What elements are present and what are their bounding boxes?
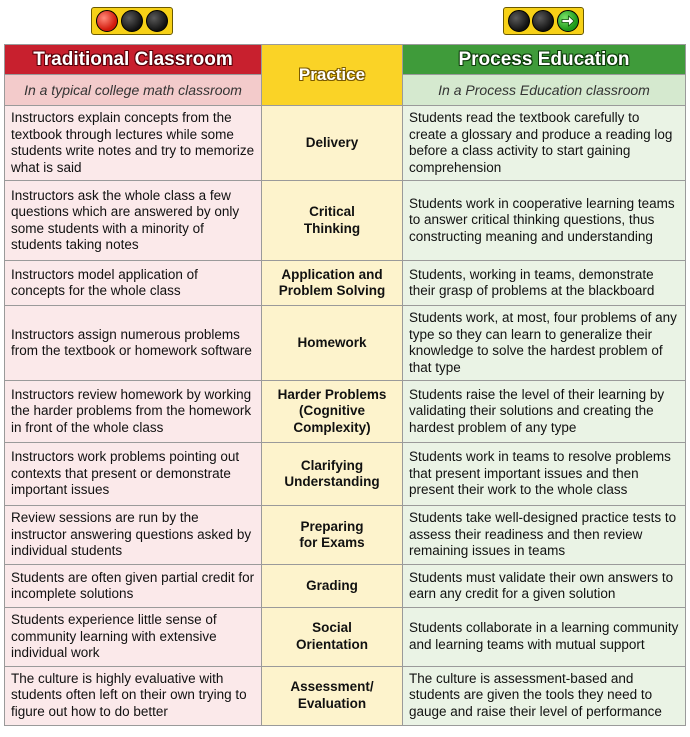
practice-label: Preparing for Exams [299, 518, 365, 550]
practice-label: Homework [297, 334, 367, 350]
table-row [5, 506, 686, 565]
table-row [5, 181, 686, 261]
table-row [5, 261, 686, 306]
process-education-header: Process Education [403, 45, 686, 75]
table-row [5, 381, 686, 443]
table-row [5, 666, 686, 725]
traditional-cell: Students are often given partial credit for incomplete solutions [5, 565, 262, 608]
process-cell: Students read the textbook carefully to create a glossary and produce a reading log before a class activity to start gaining comprehension [403, 106, 686, 181]
unlit-bulb-icon [532, 10, 554, 32]
traditional-cell: Students experience little sense of community learning with extensive individual work [5, 608, 262, 667]
green-arrow-bulb-icon [557, 10, 579, 32]
traditional-cell: The culture is highly evaluative with students often left on their own trying to figure out how to do better [5, 666, 262, 725]
practice-cell [262, 608, 403, 667]
unlit-bulb-icon [508, 10, 530, 32]
table-row [5, 443, 686, 506]
traditional-cell: Instructors work problems pointing out contexts that present or demonstrate important issues [5, 443, 262, 506]
table-row [5, 608, 686, 667]
process-cell: Students raise the level of their learning by validating their solutions and creating the hardest problem of any type [403, 381, 686, 443]
traditional-classroom-subtitle: In a typical college math classroom [5, 75, 262, 106]
header-row [5, 45, 686, 75]
red-traffic-light-icon [91, 7, 173, 35]
green-traffic-light-icon [503, 7, 584, 35]
table-row [5, 306, 686, 381]
process-education-subtitle: In a Process Education classroom [403, 75, 686, 106]
comparison-table [4, 44, 686, 726]
practice-label: Critical Thinking [303, 204, 361, 236]
process-cell: Students take well-designed practice tests to assess their readiness and then review remaining issues in teams [403, 506, 686, 565]
unlit-bulb-icon [146, 10, 168, 32]
right-arrow-icon [560, 13, 576, 29]
traditional-cell: Instructors explain concepts from the textbook through lectures while some students write notes and try to memorize what is said [5, 106, 262, 181]
practice-label: Harder Problems (Cognitive Complexity) [277, 386, 387, 435]
traditional-cell: Instructors review homework by working the harder problems from the homework in front of the whole class [5, 381, 262, 443]
traditional-cell: Instructors model application of concepts for the whole class [5, 261, 262, 306]
process-cell: Students must validate their own answers to earn any credit for a given solution [403, 565, 686, 608]
process-cell: Students collaborate in a learning community and learning teams with mutual support [403, 608, 686, 667]
practice-label: Clarifying Understanding [284, 457, 380, 489]
practice-cell [262, 666, 403, 725]
practice-cell [262, 261, 403, 306]
practice-label: Assessment/ Evaluation [290, 679, 374, 711]
traditional-cell: Instructors assign numerous problems from the textbook or homework software [5, 306, 262, 381]
traditional-cell: Review sessions are run by the instructor answering questions asked by individual students [5, 506, 262, 565]
process-cell: Students work in cooperative learning teams to answer critical thinking questions, thus constructing meaning and understanding [403, 181, 686, 261]
unlit-bulb-icon [121, 10, 143, 32]
process-cell: Students work, at most, four problems of any type so they can learn to generalize their knowledge to solve the hardest problem of that type [403, 306, 686, 381]
practice-label: Delivery [305, 134, 359, 150]
practice-cell [262, 565, 403, 608]
traditional-classroom-header: Traditional Classroom [5, 45, 262, 75]
practice-cell [262, 381, 403, 443]
red-bulb-icon [96, 10, 118, 32]
practice-cell [262, 443, 403, 506]
process-cell: The culture is assessment-based and students are given the tools they need to gauge and raise their level of performance [403, 666, 686, 725]
practice-cell [262, 106, 403, 181]
practice-label: Application and Problem Solving [278, 266, 386, 298]
practice-cell [262, 506, 403, 565]
practice-header: Practice [262, 45, 403, 106]
table-row [5, 565, 686, 608]
process-cell: Students, working in teams, demonstrate their grasp of problems at the blackboard [403, 261, 686, 306]
practice-label: Social Orientation [295, 620, 368, 652]
practice-cell [262, 306, 403, 381]
table-row [5, 106, 686, 181]
traditional-cell: Instructors ask the whole class a few questions which are answered by only some students with a minority of students taking notes [5, 181, 262, 261]
process-cell: Students work in teams to resolve problems that present important issues and then present their work to the whole class [403, 443, 686, 506]
practice-cell [262, 181, 403, 261]
practice-label: Grading [306, 577, 358, 593]
